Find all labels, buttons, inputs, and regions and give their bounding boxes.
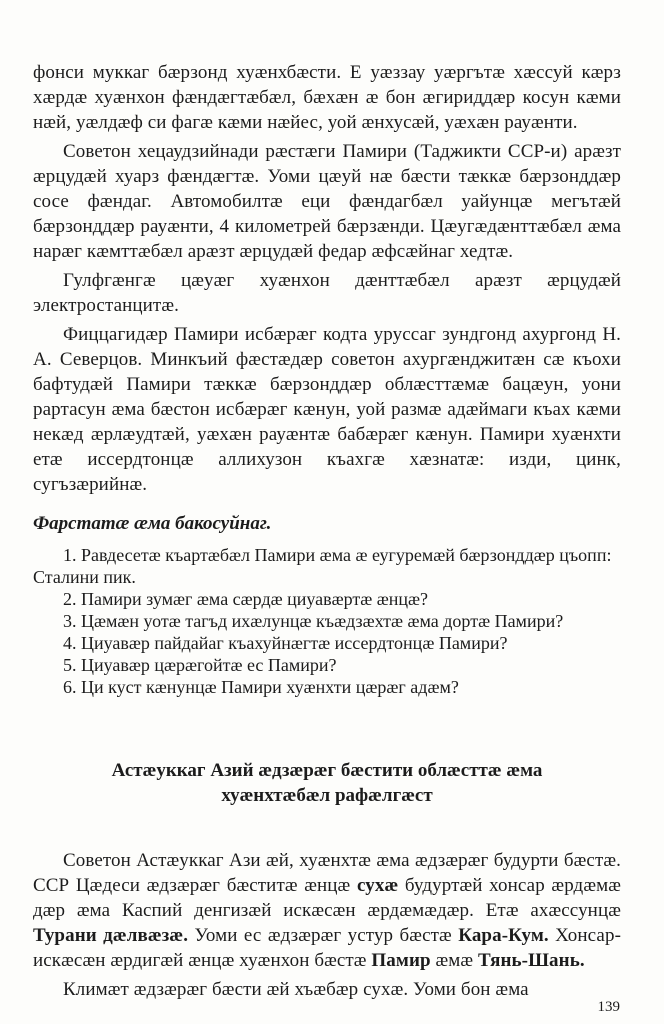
paragraph-6 [33, 977, 621, 1002]
text-run: будуртæй хонсар æрдæмæ дæр æма Каспий денгизæй искæсæн æрдæмæдæр. Етæ ахæссунцæ [33, 875, 621, 921]
question-item: 6. Ци куст кæнунцæ Памири хуæнхти цæрæг адæм? [63, 677, 459, 697]
question-item: 2. Памири зумæг æма сæрдæ циуавæртæ æнцæ? [63, 589, 429, 609]
questions-list [33, 544, 621, 698]
bold-term: Турани дæлвæзæ. [33, 925, 189, 946]
paragraph-4: Фиццагидæр Памири исбæрæг кодта уруссаг зундгонд ахургонд Н. А. Северцов. Минкъий фæстæдæр советон ахургæнджитæн сæ къохи бафтудæй Памири тæккæ бæрзонддæр облæсттæмæ бацæун, уони рартасун æма бæстон исбæрæг кæнун, уой размæ адæймаги къах кæми некæд æрлæудтæй, уæхæн рауæнтæ бабæрæг кæнун. Памири хуæнхти етæ иссердтонцæ аллихузон къахгæ хæзнатæ: изди, цинк, сугъзæрийнæ. [33, 324, 621, 495]
paragraph-1: фонси муккаг бæрзонд хуæнхбæсти. Е уæззау уæргътæ хæссуй кæрз хæрдæ хуæнхон фæндæгтæбæл, бæхæн æ бон æгириддæр косун кæми нæй, уæлдæф си фагæ кæми нæйес, уой æнхусæй, уæхæн рауæнти. [33, 62, 621, 133]
paragraph-2: Советон хецаудзийнади рæстæги Памири (Таджикти ССР-и) арæзт æрцудæй хуарз фæндæгтæ. Уоми цæуй нæ бæсти тæккæ бæрзонддæр сосе фæндаг. Автомобилтæ еци фæндагбæл уайунцæ мегътæй бæрзонддæр рауæнти, 4 километрей бæрзæнди. Цæугæдæнттæбæл æма нарæг кæмттæбæл арæзт æрцудæй федар æфсæйнаг хедтæ. [33, 141, 621, 262]
section-title: Астæуккаг Азий æдзæрæг бæстити облæсттæ æма хуæнхтæбæл рафæлгæст [111, 760, 543, 806]
text-run: Уоми ес æдзæрæг устур бæстæ [188, 925, 459, 946]
question-item: 3. Цæмæн уотæ тагъд ихæлунцæ къæдзæхтæ æма дортæ Памири? [63, 611, 564, 631]
text-run: Хонсар-искæсæн æрдигæй æнцæ хуæнхон бæстæ [33, 925, 621, 971]
text-run: Климæт æдзæрæг бæсти æй хъæбæр сухæ. Уоми бон æма [63, 979, 529, 1000]
question-item: 5. Циуавæр цæрæгойтæ ес Памири? [63, 655, 337, 675]
paragraph-5 [33, 848, 621, 973]
text-run: æмæ [430, 950, 479, 971]
bold-term: сухæ [356, 875, 399, 896]
text-run: Советон Астæуккаг Ази æй, хуæнхтæ æма æдзæрæг будурти бæстæ. ССР Цæдеси æдзæрæг бæститæ æнцæ [33, 850, 621, 896]
question-item: 1. Равдесетæ къартæбæл Памири æма æ еугуремæй бæрзонддæр цъопп: Сталини пик. [33, 545, 612, 587]
questions-heading: Фарстатæ æма бакосуйнаг. [33, 513, 272, 534]
page-number: 139 [597, 999, 620, 1015]
question-item: 4. Циуавæр пайдайаг къахуйнæгтæ иссердтонцæ Памири? [63, 633, 508, 653]
paragraph-3: Гулфгæнгæ цæуæг хуæнхон дæнттæбæл арæзт æрцудæй электростанцитæ. [33, 270, 621, 316]
bold-term: Кара-Кум. [458, 925, 549, 946]
bold-term: Тянь-Шань. [478, 950, 585, 971]
bold-term: Памир [371, 950, 431, 971]
page-content [33, 60, 621, 1006]
